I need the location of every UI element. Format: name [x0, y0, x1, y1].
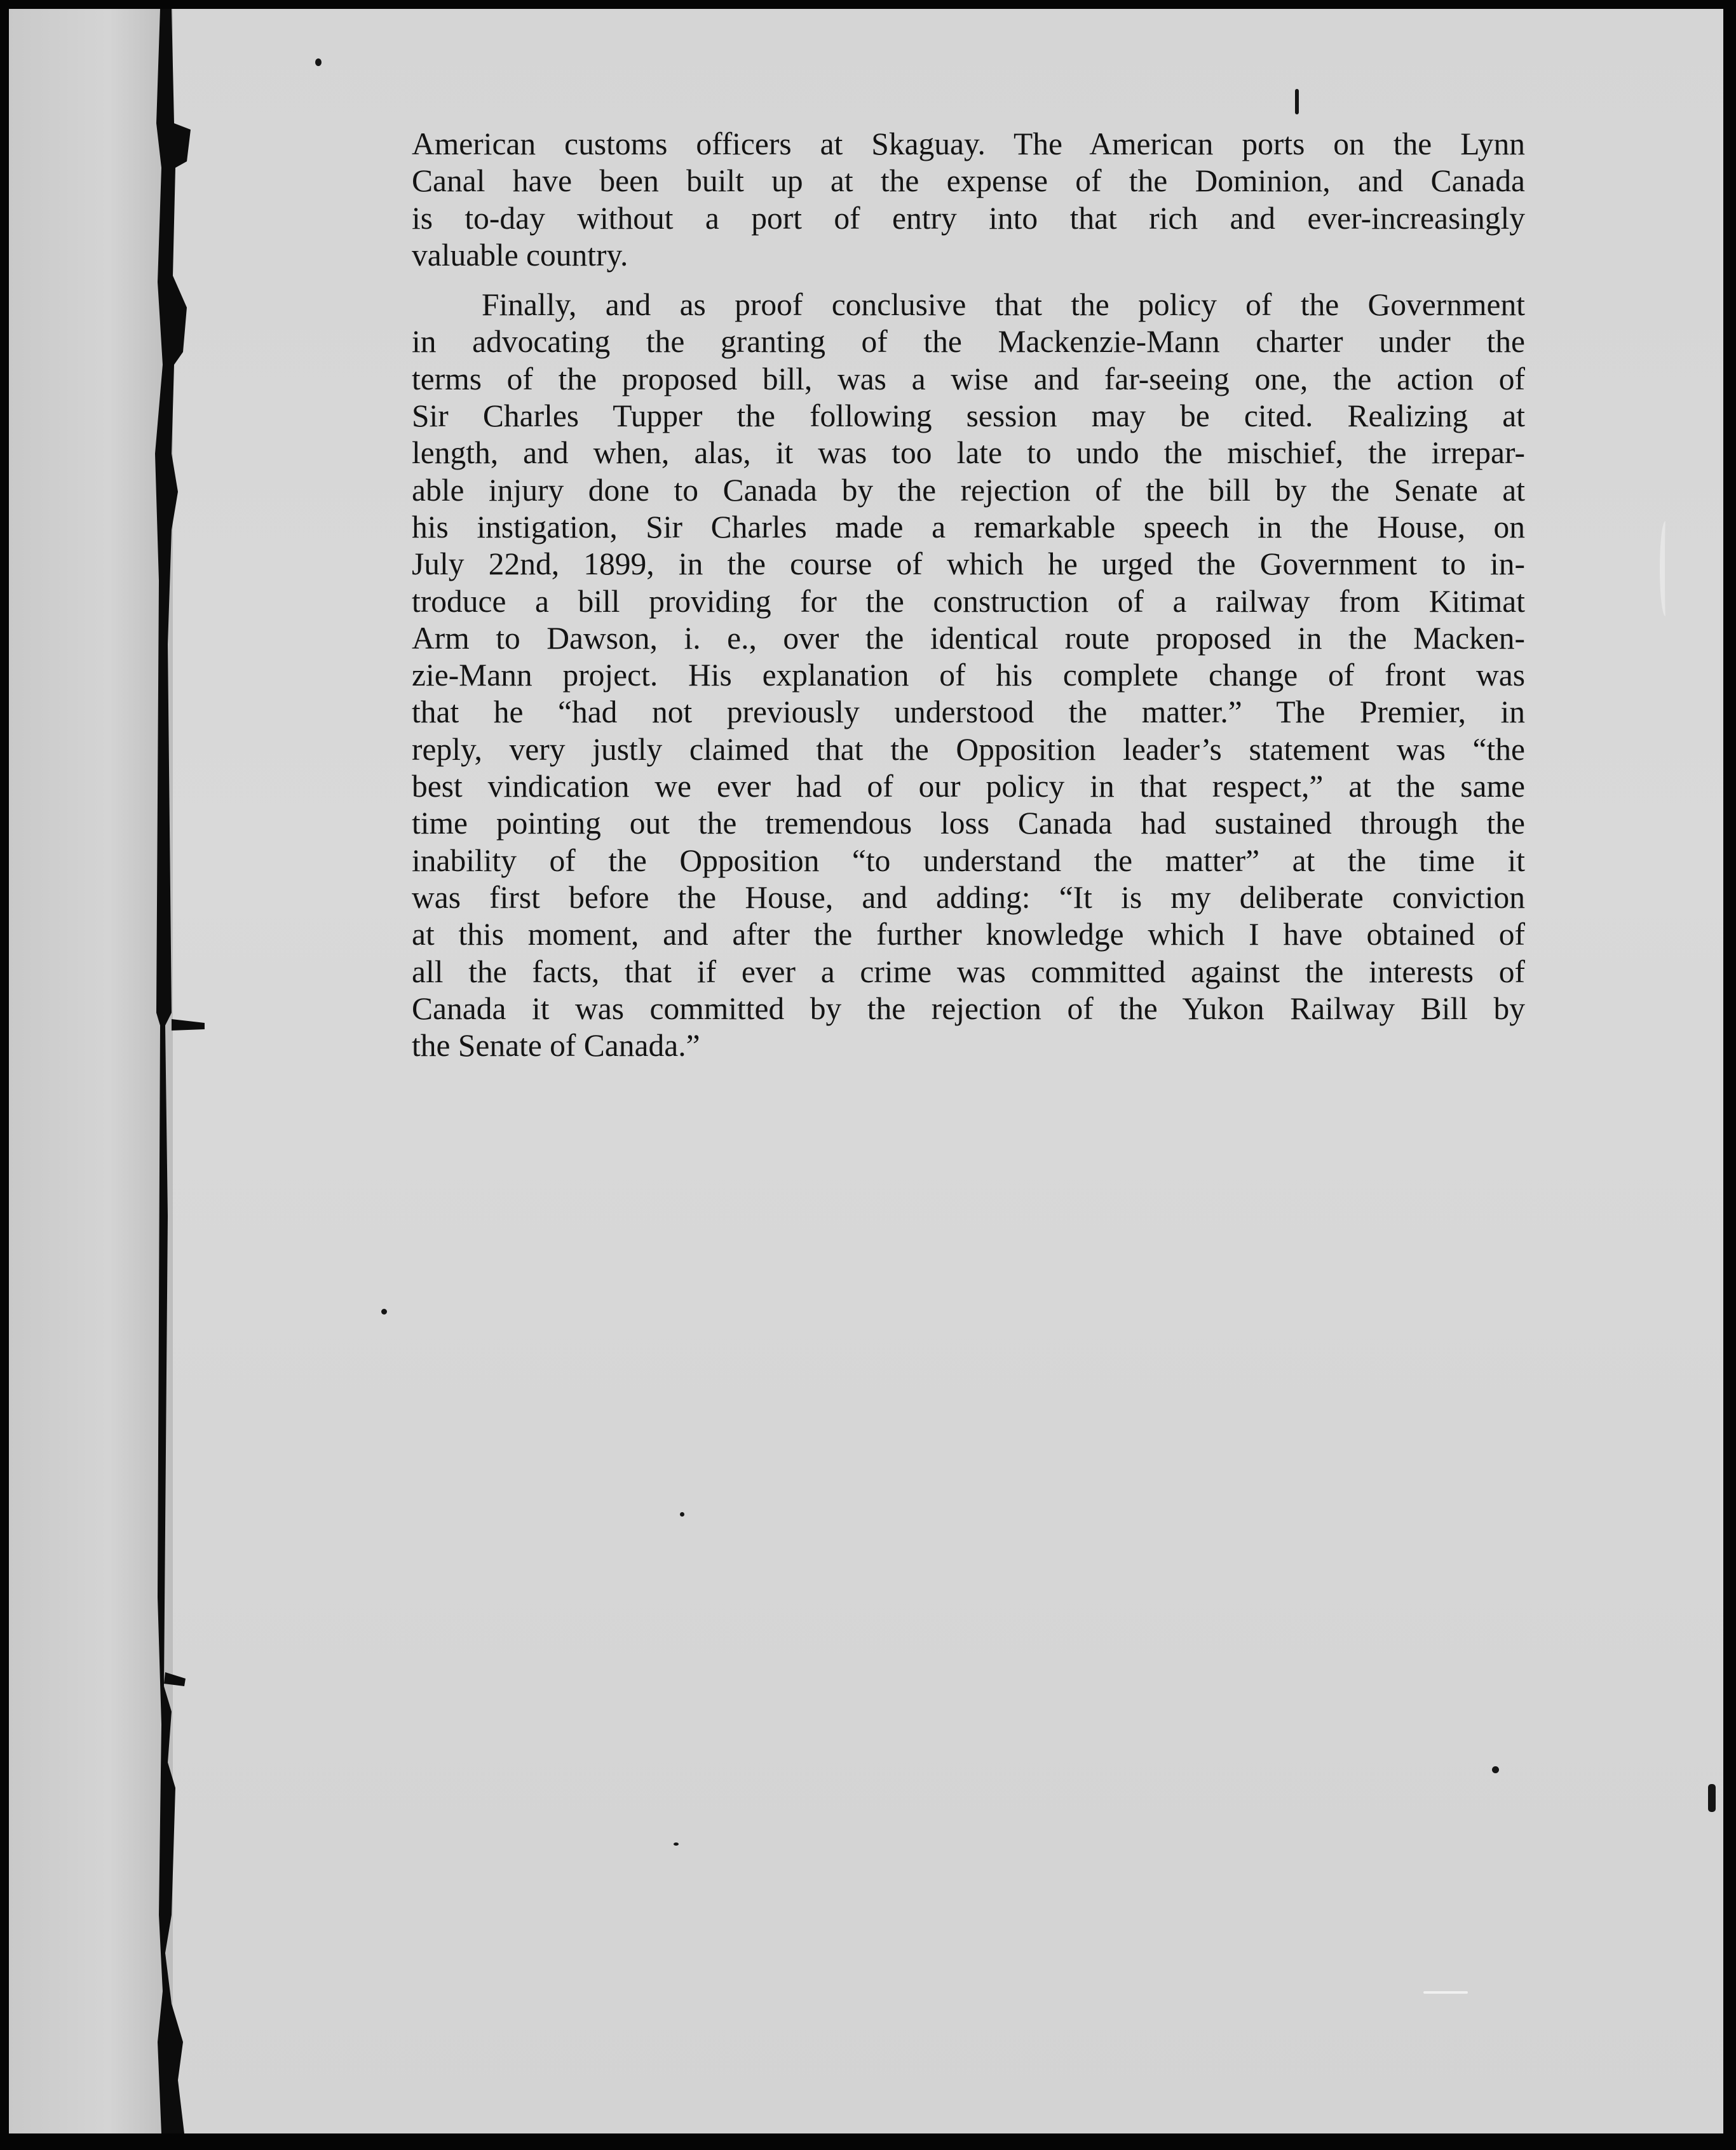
text-line: American customs officers at Skaguay. The American ports on the Lynn: [412, 126, 1525, 161]
text-line: Finally, and as proof conclusive that the policy of the Government: [482, 287, 1525, 323]
scan-border-right: [1723, 0, 1736, 2150]
scan-border-top: [0, 0, 1736, 9]
scan-border-left: [0, 0, 9, 2150]
text-line: length, and when, alas, it was too late to undo the mischief, the irrepar-: [412, 435, 1525, 471]
text-line: at this moment, and after the further knowledge which I have obtained of: [412, 917, 1525, 952]
text-line: Canada it was committed by the rejection of the Yukon Railway Bill by: [412, 990, 1525, 1026]
text-line: best vindication we ever had of our policy in that respect,” at the same: [412, 769, 1525, 804]
text-line: reply, very justly claimed that the Opposition leader’s statement was “the: [412, 731, 1525, 767]
text-line: time pointing out the tremendous loss Canada had sustained through the: [412, 806, 1525, 841]
text-line: his instigation, Sir Charles made a remarkable speech in the House, on: [412, 509, 1525, 544]
text-line: valuable country.: [412, 237, 628, 273]
text-line: troduce a bill providing for the construction of a railway from Kitimat: [412, 583, 1525, 619]
text-line: was first before the House, and adding: “It is my deliberate conviction: [412, 879, 1525, 915]
text-line: July 22nd, 1899, in the course of which he urged the Government to in-: [412, 546, 1525, 582]
text-line: the Senate of Canada.”: [412, 1028, 700, 1064]
text-line: all the facts, that if ever a crime was committed against the interests of: [412, 954, 1525, 989]
paragraph-2: [412, 287, 1525, 1064]
text-line: terms of the proposed bill, was a wise and far-seeing one, the action of: [412, 361, 1525, 396]
text-line: Canal have been built up at the expense of the Dominion, and Canada: [412, 163, 1525, 199]
text-line: Arm to Dawson, i. e., over the identical route proposed in the Macken-: [412, 620, 1525, 656]
text-line: inability of the Opposition “to understand the matter” at the time it: [412, 842, 1525, 878]
text-line: able injury done to Canada by the rejection of the bill by the Senate at: [412, 472, 1525, 508]
text-line: zie-Mann project. His explanation of his complete change of front was: [412, 658, 1525, 693]
text-line: is to-day without a port of entry into that rich and ever-increasingly: [412, 200, 1525, 236]
text-line: in advocating the granting of the Mackenzie-Mann charter under the: [412, 324, 1525, 360]
body-text: [412, 126, 1525, 1064]
paragraph-1: [412, 126, 1525, 274]
text-line: Sir Charles Tupper the following session may be cited. Realizing at: [412, 398, 1525, 434]
text-line: that he “had not previously understood the matter.” The Premier, in: [412, 694, 1525, 730]
scan-border-bottom: [0, 2133, 1736, 2150]
